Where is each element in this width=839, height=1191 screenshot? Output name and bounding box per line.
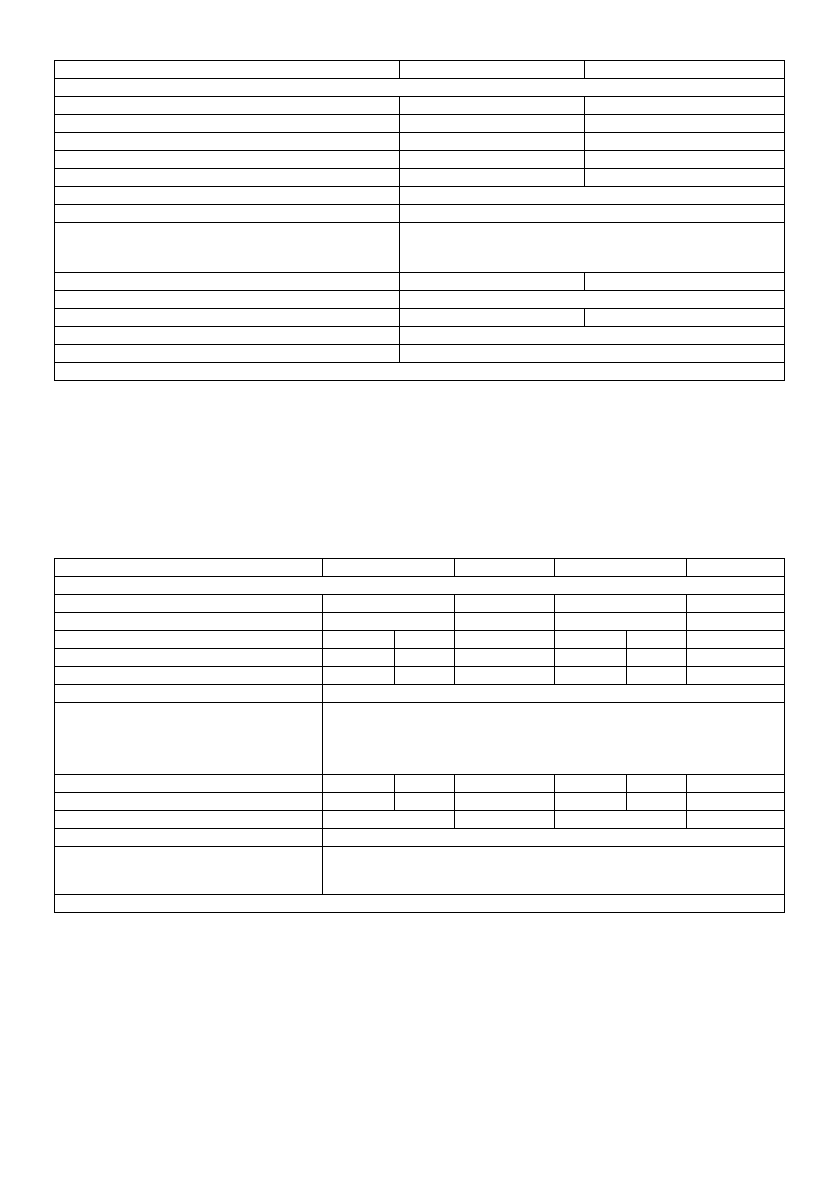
cell-value — [323, 667, 395, 685]
table-row — [55, 223, 785, 273]
cell-label — [55, 151, 400, 169]
cell-value — [687, 631, 785, 649]
table-row — [55, 793, 785, 811]
table-row — [55, 291, 785, 309]
cell-value — [585, 133, 785, 151]
cell-label — [55, 187, 400, 205]
cell-value-wide — [400, 345, 785, 363]
cell-value — [455, 775, 555, 793]
cell-value-wide — [400, 291, 785, 309]
table-row — [55, 345, 785, 363]
cell-value — [687, 811, 785, 829]
table-row — [55, 169, 785, 187]
cell-label — [55, 273, 400, 291]
cell-value — [400, 97, 585, 115]
cell-label — [55, 61, 400, 79]
cell-value — [455, 595, 555, 613]
cell-value — [585, 169, 785, 187]
cell-label — [55, 631, 323, 649]
cell-value — [555, 631, 627, 649]
cell-label — [55, 775, 323, 793]
cell-label — [55, 345, 400, 363]
table-row — [55, 151, 785, 169]
cell-value — [627, 793, 687, 811]
cell-value — [455, 793, 555, 811]
cell-value — [400, 151, 585, 169]
cell-label — [55, 205, 400, 223]
table-row — [55, 273, 785, 291]
cell-label — [55, 309, 400, 327]
cell-value-wide — [400, 205, 785, 223]
cell-value — [455, 559, 555, 577]
table-row — [55, 363, 785, 381]
cell-value — [555, 559, 687, 577]
cell-value — [585, 151, 785, 169]
cell-value — [555, 793, 627, 811]
cell-label — [55, 793, 323, 811]
cell-section-header — [55, 577, 785, 595]
cell-value — [323, 811, 455, 829]
cell-value — [627, 631, 687, 649]
cell-value — [323, 595, 455, 613]
cell-value — [687, 595, 785, 613]
table-row — [55, 649, 785, 667]
cell-value — [400, 273, 585, 291]
table-row — [55, 577, 785, 595]
cell-label — [55, 667, 323, 685]
cell-value — [627, 775, 687, 793]
cell-value — [627, 667, 687, 685]
cell-value — [585, 115, 785, 133]
cell-value — [323, 631, 395, 649]
cell-label — [55, 97, 400, 115]
cell-value — [555, 613, 687, 631]
cell-label — [55, 595, 323, 613]
cell-value — [585, 273, 785, 291]
cell-label — [55, 291, 400, 309]
cell-footer — [55, 363, 785, 381]
table-row — [55, 559, 785, 577]
table-row — [55, 829, 785, 847]
table-row — [55, 613, 785, 631]
cell-value — [585, 61, 785, 79]
cell-label — [55, 703, 323, 775]
cell-value — [323, 559, 455, 577]
table-row — [55, 631, 785, 649]
cell-value — [687, 775, 785, 793]
cell-value — [455, 667, 555, 685]
cell-label — [55, 685, 323, 703]
table-row — [55, 895, 785, 913]
table-row — [55, 309, 785, 327]
table-row — [55, 187, 785, 205]
table-row — [55, 811, 785, 829]
cell-value — [555, 775, 627, 793]
cell-value-wide — [323, 847, 785, 895]
cell-label — [55, 649, 323, 667]
table-row — [55, 327, 785, 345]
cell-value-wide — [400, 223, 785, 273]
cell-value — [687, 559, 785, 577]
table-row — [55, 685, 785, 703]
cell-label — [55, 829, 323, 847]
cell-value — [555, 649, 627, 667]
table-row — [55, 595, 785, 613]
cell-value — [400, 133, 585, 151]
specification-table-upper — [54, 60, 785, 381]
cell-label — [55, 169, 400, 187]
specification-table-lower — [54, 558, 785, 913]
cell-value — [400, 61, 585, 79]
cell-value — [395, 775, 455, 793]
cell-value-wide — [323, 703, 785, 775]
cell-value — [455, 631, 555, 649]
cell-value — [627, 649, 687, 667]
cell-value-wide — [323, 829, 785, 847]
cell-value — [555, 667, 627, 685]
cell-label — [55, 811, 323, 829]
cell-label — [55, 223, 400, 273]
table-row — [55, 703, 785, 775]
cell-value-wide — [400, 327, 785, 345]
cell-value — [395, 793, 455, 811]
cell-label — [55, 847, 323, 895]
cell-value — [400, 115, 585, 133]
cell-value — [687, 667, 785, 685]
cell-value — [687, 649, 785, 667]
cell-value — [687, 613, 785, 631]
cell-label — [55, 327, 400, 345]
cell-value — [323, 613, 455, 631]
cell-value — [585, 309, 785, 327]
cell-value — [395, 667, 455, 685]
table-row — [55, 205, 785, 223]
cell-value — [555, 595, 687, 613]
cell-footer — [55, 895, 785, 913]
cell-section-header — [55, 79, 785, 97]
cell-value — [455, 811, 555, 829]
table-row — [55, 61, 785, 79]
cell-value — [555, 811, 687, 829]
cell-value — [395, 649, 455, 667]
cell-label — [55, 613, 323, 631]
table-row — [55, 667, 785, 685]
cell-value — [395, 631, 455, 649]
cell-value-wide — [400, 187, 785, 205]
table-row — [55, 97, 785, 115]
table-row — [55, 133, 785, 151]
cell-value — [455, 613, 555, 631]
cell-value-wide — [323, 685, 785, 703]
table-row — [55, 79, 785, 97]
table-row — [55, 847, 785, 895]
cell-label — [55, 559, 323, 577]
cell-value — [323, 649, 395, 667]
cell-value — [400, 309, 585, 327]
cell-label — [55, 133, 400, 151]
cell-label — [55, 115, 400, 133]
cell-value — [400, 169, 585, 187]
cell-value — [687, 793, 785, 811]
cell-value — [323, 793, 395, 811]
cell-value — [323, 775, 395, 793]
cell-value — [455, 649, 555, 667]
table-row — [55, 115, 785, 133]
table-row — [55, 775, 785, 793]
cell-value — [585, 97, 785, 115]
